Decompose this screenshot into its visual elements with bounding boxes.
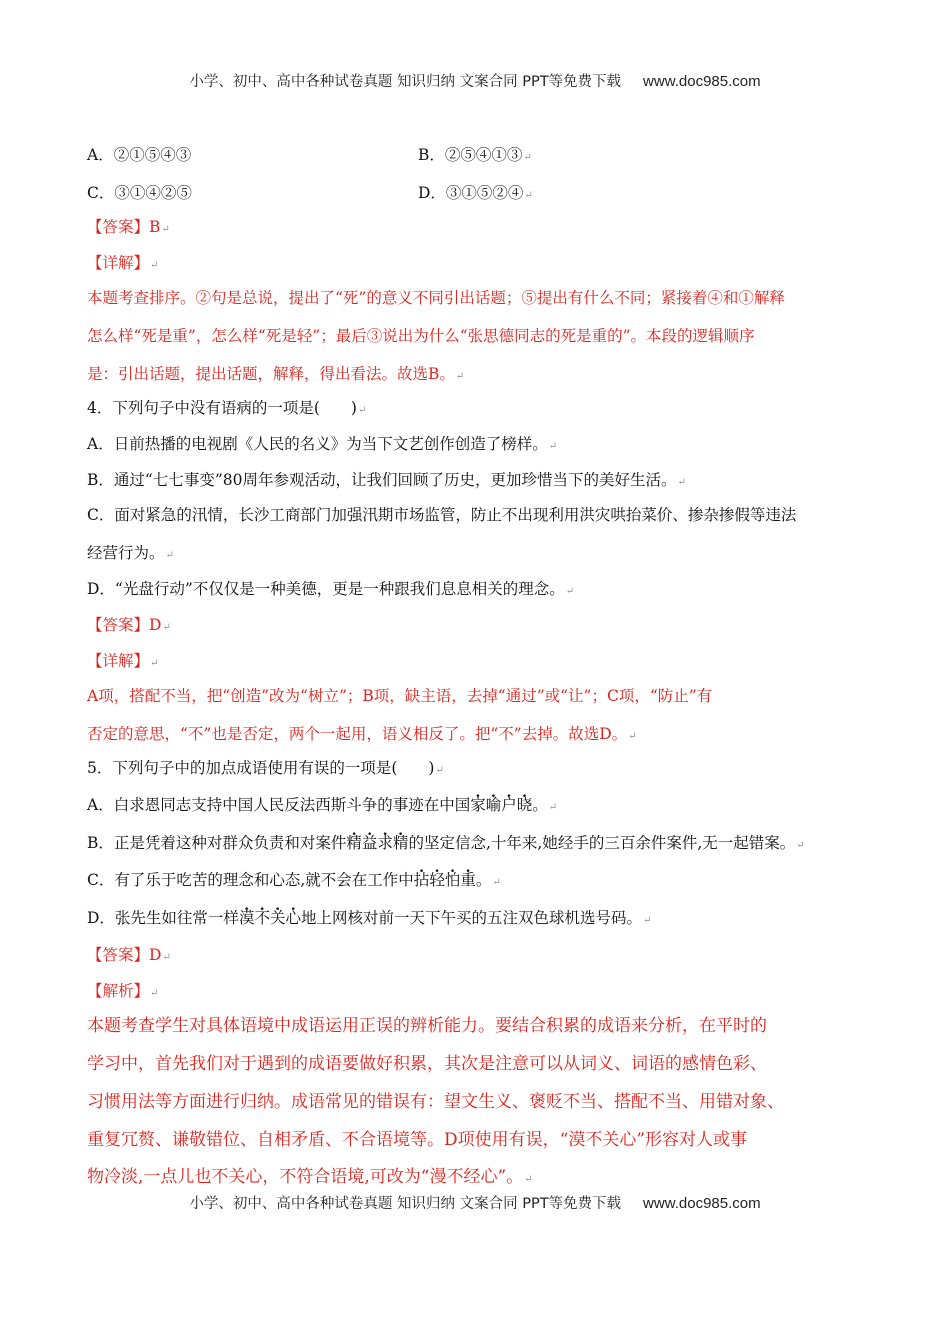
q4-option-b-text: B．通过“七七事变”80周年参观活动，让我们回顾了历史，更加珍惜当下的美好生活。 xyxy=(87,471,677,489)
dotted-char: 轻 xyxy=(429,871,445,889)
q4-explanation-line-2-text: 否定的意思，“不”也是否定，两个一起用，语义相反了。把“不”去掉。故选D。 xyxy=(87,725,628,743)
footer-text: 小学、初中、高中各种试卷真题 知识归纳 文案合同 PPT等免费下载 xyxy=(189,1196,622,1212)
q5-option-a-pre: A．白求恩同志支持中国人民反法西斯斗争的事迹在中国 xyxy=(87,796,471,814)
q4-option-c-line-2: 经营行为。↵ xyxy=(87,544,174,562)
q4-stem-text: 4．下列句子中没有语病的一项是( ) xyxy=(87,399,357,417)
q5-option-b-post: 的坚定信念,十年来,她经手的三百余件案件,无一起错案。 xyxy=(408,834,796,852)
dotted-char: 精 xyxy=(346,834,362,852)
q4-option-c-line-2-text: 经营行为。 xyxy=(87,544,165,562)
q4-option-a-text: A．日前热播的电视剧《人民的名义》为当下文艺创作创造了榜样。 xyxy=(87,435,548,453)
q5-analysis-line-4: 重复冗赘、谦敬错位、自相矛盾、不合语境等。D项使用有误，“漠不关心”形容对人或事 xyxy=(87,1130,748,1150)
dotted-char: 户 xyxy=(501,796,517,814)
q5-analysis-line-2: 学习中，首先我们对于遇到的成语要做好积累，其次是注意可以从词义、词语的感情色彩、 xyxy=(87,1054,767,1074)
q3-explanation-line-1: 本题考查排序。②句是总说，提出了“死”的意义不同引出话题；⑤提出有什么不同；紧接着④和①解释 xyxy=(87,289,785,307)
q4-option-b: B．通过“七七事变”80周年参观活动，让我们回顾了历史，更加珍惜当下的美好生活。↵ xyxy=(87,471,686,489)
q3-answer-text: 【答案】B xyxy=(87,218,161,236)
dotted-char: 怕 xyxy=(444,871,461,889)
header-text: 小学、初中、高中各种试卷真题 知识归纳 文案合同 PPT等免费下载 xyxy=(189,74,622,90)
q3-detail-label: 【详解】↵ xyxy=(87,254,159,272)
q5-option-a-idiom xyxy=(470,796,532,814)
dotted-char: 重 xyxy=(460,871,476,889)
dotted-char: 心 xyxy=(285,909,301,927)
dotted-char: 精 xyxy=(392,834,409,852)
q3-answer: 【答案】B↵ xyxy=(87,218,170,236)
q5-option-b-pre: B．正是凭着这种对群众负责和对案件 xyxy=(87,834,347,852)
q3-option-d-text: D．③①⑤②④ xyxy=(418,184,524,202)
q4-explanation-line-2: 否定的意思，“不”也是否定，两个一起用，语义相反了。把“不”去掉。故选D。↵ xyxy=(87,725,637,743)
q5-answer-text: 【答案】D xyxy=(87,946,162,964)
dotted-char: 不 xyxy=(254,909,270,927)
q5-analysis-line-5: 物冷淡,一点儿也不关心，不符合语境,可改为“漫不经心”。↵ xyxy=(87,1167,533,1187)
dotted-char: 家 xyxy=(470,796,486,814)
q3-option-a: A．②①⑤④③ xyxy=(87,146,192,164)
q5-analysis-line-5-text: 物冷淡,一点儿也不关心，不符合语境,可改为“漫不经心”。 xyxy=(87,1167,524,1187)
q3-option-b: B．②⑤④①③↵ xyxy=(418,146,532,164)
q4-option-c-line-1: C．面对紧急的汛情，长沙工商部门加强汛期市场监管，防止不出现利用洪灾哄抬菜价、掺杂掺假等违法 xyxy=(87,506,797,524)
q3-option-d: D．③①⑤②④↵ xyxy=(418,184,533,202)
q4-option-a: A．日前热播的电视剧《人民的名义》为当下文艺创作创造了榜样。↵ xyxy=(87,435,558,453)
q5-option-c-post: 。 xyxy=(475,871,492,889)
dotted-char: 喻 xyxy=(485,796,502,814)
q5-option-a-post: 。 xyxy=(532,796,548,814)
q3-detail-label-text: 【详解】 xyxy=(87,254,150,272)
q5-option-c-pre: C．有了乐于吃苦的理念和心态,就不会在工作中 xyxy=(87,871,414,889)
q5-option-d: D．张先生如往常一样漠不关心地上网核对前一天下午买的五注双色球机选号码。↵ xyxy=(87,909,652,927)
q5-analysis-line-3: 习惯用法等方面进行归纳。成语常见的错误有：望文生义、褒贬不当、搭配不当、用错对象、 xyxy=(87,1092,784,1112)
header-link[interactable]: www.doc985.com xyxy=(643,73,761,90)
q5-stem: 5．下列句子中的加点成语使用有误的一项是( )↵ xyxy=(87,759,444,777)
dotted-char: 关 xyxy=(269,909,286,927)
dotted-char: 晓 xyxy=(516,796,533,814)
q4-option-d-text: D．“光盘行动”不仅仅是一种美德，更是一种跟我们息息相关的理念。 xyxy=(87,580,565,598)
q5-stem-text: 5．下列句子中的加点成语使用有误的一项是( ) xyxy=(87,759,435,777)
q3-option-b-text: B．②⑤④①③ xyxy=(418,146,523,164)
q4-answer: 【答案】D↵ xyxy=(87,616,171,634)
q4-detail-label-text: 【详解】 xyxy=(87,652,150,670)
q4-explanation-line-1: A项，搭配不当，把“创造”改为“树立”；B项，缺主语，去掉“通过”或“让”；C项，“防止”有 xyxy=(87,687,713,705)
page-footer xyxy=(0,1192,950,1213)
footer-link[interactable]: www.doc985.com xyxy=(643,1195,761,1212)
q5-option-b: B．正是凭着这种对群众负责和对案件精益求精的坚定信念,十年来,她经手的三百余件案件,无一起错案。↵ xyxy=(87,834,805,852)
q5-answer: 【答案】D↵ xyxy=(87,946,171,964)
q4-stem: 4．下列句子中没有语病的一项是( )↵ xyxy=(87,399,367,417)
q5-option-d-idiom xyxy=(239,909,301,927)
q3-option-c: C．③①④②⑤ xyxy=(87,184,192,202)
dotted-char: 益 xyxy=(361,834,378,852)
dotted-char: 拈 xyxy=(413,871,430,889)
q4-option-d: D．“光盘行动”不仅仅是一种美德，更是一种跟我们息息相关的理念。↵ xyxy=(87,580,575,598)
q5-option-c: C．有了乐于吃苦的理念和心态,就不会在工作中拈轻怕重。↵ xyxy=(87,871,501,889)
q5-option-d-post: 地上网核对前一天下午买的五注双色球机选号码。 xyxy=(301,909,643,927)
q3-explanation-line-2: 怎么样“死是重”，怎么样“死是轻”；最后③说出为什么“张思德同志的死是重的”。本段的逻辑顺序 xyxy=(87,327,755,345)
q4-detail-label: 【详解】↵ xyxy=(87,652,159,670)
q5-analysis-label: 【解析】↵ xyxy=(87,982,159,1000)
dotted-char: 漠 xyxy=(238,909,255,927)
q3-explanation-line-3: 是：引出话题，提出话题，解释，得出看法。故选B。↵ xyxy=(87,365,465,383)
q5-option-d-pre: D．张先生如往常一样 xyxy=(87,909,239,927)
q5-analysis-label-text: 【解析】 xyxy=(87,982,150,1000)
q5-analysis-line-1: 本题考查学生对具体语境中成语运用正误的辨析能力。要结合积累的成语来分析，在平时的 xyxy=(87,1016,767,1036)
q5-option-c-idiom xyxy=(414,871,476,889)
q5-option-b-idiom xyxy=(346,834,408,852)
q5-option-a: A．白求恩同志支持中国人民反法西斯斗争的事迹在中国家喻户晓。↵ xyxy=(87,796,558,814)
dotted-char: 求 xyxy=(377,834,393,852)
q4-answer-text: 【答案】D xyxy=(87,616,162,634)
page-header xyxy=(0,70,950,91)
q3-explanation-line-3-text: 是：引出话题，提出话题，解释，得出看法。故选B。 xyxy=(87,365,455,383)
